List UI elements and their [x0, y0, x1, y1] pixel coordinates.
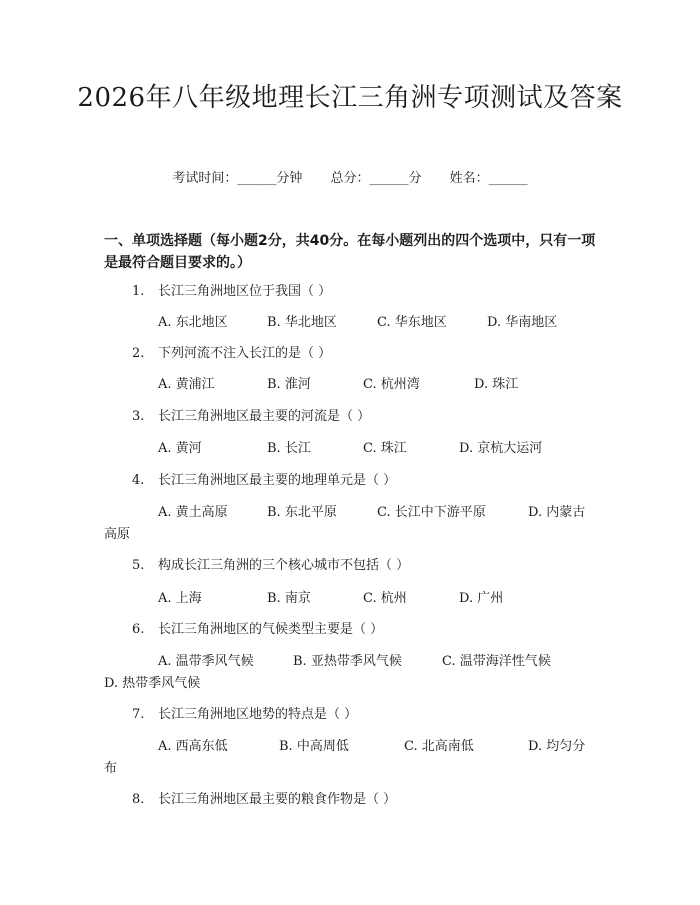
option-a: A. 温带季风气候	[158, 654, 254, 669]
option-c: C. 杭州湾	[363, 377, 420, 392]
option-c: C. 北高南低	[404, 739, 474, 754]
option-a: A. 黄河	[158, 441, 202, 456]
option-c: C. 温带海洋性气候	[442, 654, 551, 669]
option-a: A. 黄土高原	[158, 505, 228, 520]
option-c: C. 珠江	[363, 441, 407, 456]
option-b: B. 华北地区	[267, 315, 337, 330]
section-heading	[104, 230, 604, 274]
option-d-wrap: 布	[104, 761, 118, 776]
question-2	[132, 345, 331, 363]
option-c: C. 华东地区	[377, 315, 447, 330]
question-8	[132, 791, 396, 809]
section-heading-line-1: 一、单项选择题（每小题2分，共40分。在每小题列出的四个选项中，只有一项	[104, 233, 596, 249]
option-d: D. 均匀分	[528, 739, 586, 754]
exam-meta	[0, 170, 700, 188]
option-d: D. 内蒙古	[528, 505, 586, 520]
question-number: 6.	[132, 622, 145, 637]
question-1	[132, 283, 331, 301]
option-a: A. 东北地区	[158, 315, 228, 330]
question-text: 长江三角洲地区最主要的河流是（ ）	[158, 409, 371, 424]
question-number: 5.	[132, 558, 145, 573]
question-number: 2.	[132, 346, 145, 361]
question-number: 8.	[132, 792, 145, 807]
option-a: A. 上海	[158, 591, 202, 606]
option-c: C. 杭州	[363, 591, 407, 606]
question-3	[132, 408, 370, 426]
option-b: B. 中高周低	[279, 739, 349, 754]
question-text: 长江三角洲地区地势的特点是（ ）	[158, 707, 358, 722]
question-text: 长江三角洲地区最主要的粮食作物是（ ）	[158, 792, 397, 807]
exam-time-field: 考试时间：______分钟	[172, 171, 303, 186]
total-score-field: 总分：______分	[330, 171, 422, 186]
question-text: 下列河流不注入长江的是（ ）	[158, 346, 332, 361]
option-b: B. 淮河	[267, 377, 311, 392]
option-d-wrap: 高原	[104, 527, 131, 542]
option-b: B. 南京	[267, 591, 311, 606]
question-5	[132, 557, 409, 575]
option-d: D. 广州	[459, 591, 504, 606]
option-b: B. 长江	[267, 441, 311, 456]
question-text: 长江三角洲地区最主要的地理单元是（ ）	[158, 473, 397, 488]
question-7	[132, 706, 357, 724]
section-heading-line-2: 是最符合题目要求的。）	[104, 255, 251, 271]
question-6	[132, 621, 383, 639]
question-text: 长江三角洲地区的气候类型主要是（ ）	[158, 622, 384, 637]
title-text: 2026年八年级地理长江三角洲专项测试及答案	[77, 83, 623, 113]
question-text: 构成长江三角洲的三个核心城市不包括（ ）	[158, 558, 410, 573]
option-b: B. 东北平原	[267, 505, 337, 520]
option-d: D. 华南地区	[487, 315, 558, 330]
option-a: A. 西高东低	[158, 739, 228, 754]
name-field: 姓名：______	[449, 171, 528, 186]
question-number: 7.	[132, 707, 145, 722]
option-d: D. 珠江	[474, 377, 519, 392]
option-b: B. 亚热带季风气候	[293, 654, 402, 669]
option-d: D. 京杭大运河	[459, 441, 543, 456]
option-c: C. 长江中下游平原	[377, 505, 486, 520]
question-text: 长江三角洲地区位于我国（ ）	[158, 284, 332, 299]
option-a: A. 黄浦江	[158, 377, 215, 392]
option-d: D. 热带季风气候	[104, 676, 201, 691]
question-number: 3.	[132, 409, 145, 424]
question-number: 1.	[132, 284, 145, 299]
page-title	[60, 80, 640, 116]
question-number: 4.	[132, 473, 145, 488]
question-4	[132, 472, 396, 490]
